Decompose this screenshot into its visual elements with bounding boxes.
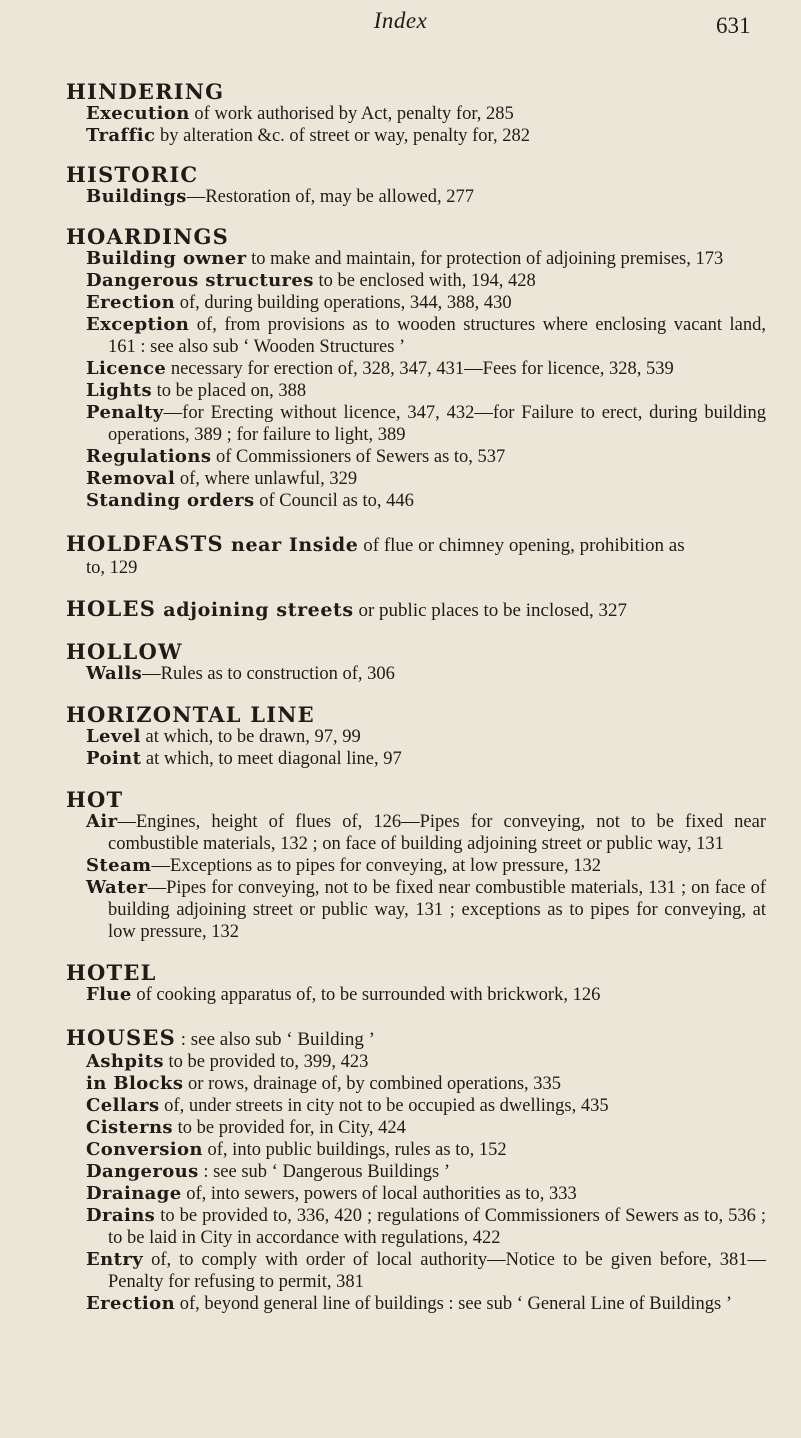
sub-entry-text: at which, to be drawn, 97, 99 bbox=[140, 727, 361, 747]
sub-entry bbox=[86, 855, 766, 877]
sub-entry-text: at which, to meet diagonal line, 97 bbox=[141, 749, 402, 769]
sub-entry-keyword: Drains bbox=[86, 1205, 156, 1226]
sub-entry bbox=[86, 270, 766, 292]
sub-entry-keyword: in Blocks bbox=[86, 1073, 184, 1094]
sub-entry bbox=[86, 186, 766, 208]
index-content bbox=[66, 80, 766, 1315]
entry-heading: HORIZONTAL LINE bbox=[66, 702, 315, 727]
sub-entry bbox=[86, 877, 766, 943]
index-entry-houses bbox=[66, 1026, 766, 1315]
sub-entry bbox=[86, 468, 766, 490]
sub-entry bbox=[86, 1249, 766, 1293]
sub-entry bbox=[86, 1161, 766, 1183]
sub-entry bbox=[86, 402, 766, 446]
sub-entry bbox=[86, 1117, 766, 1139]
sub-entry-keyword: Flue bbox=[86, 984, 132, 1005]
sub-entry-keyword: Penalty bbox=[86, 402, 164, 423]
sub-entry-keyword: Conversion bbox=[86, 1139, 203, 1160]
sub-entry-text: of, to comply with order of local authority—Notice to be given before, 381—Penalty for refusing to permit, 381 bbox=[108, 1250, 766, 1292]
sub-entry-keyword: Steam bbox=[86, 855, 152, 876]
sub-entry-text: —Engines, height of flues of, 126—Pipes for conveying, not to be fixed near combustible materials, 132 ; on face of building adjoining street or public way, 131 bbox=[108, 812, 766, 854]
sub-entry bbox=[86, 490, 766, 512]
index-entry-hotel bbox=[66, 961, 766, 1006]
sub-entry bbox=[86, 292, 766, 314]
sub-entry-keyword: Drainage bbox=[86, 1183, 182, 1204]
sub-entry-keyword: Dangerous bbox=[86, 1161, 199, 1182]
entry-heading-word: HOUSES bbox=[66, 1025, 176, 1050]
sub-entry-text: or rows, drainage of, by combined operations, 335 bbox=[183, 1074, 562, 1094]
index-entry-hollow bbox=[66, 640, 766, 685]
sub-entry-text: of, during building operations, 344, 388, 430 bbox=[175, 293, 512, 313]
sub-entry-keyword: Licence bbox=[86, 358, 167, 379]
sub-entry-text: of cooking apparatus of, to be surrounded with brickwork, 126 bbox=[131, 985, 601, 1005]
running-head: Index bbox=[373, 8, 428, 33]
sub-entry-keyword: Removal bbox=[86, 468, 176, 489]
sub-entry bbox=[86, 380, 766, 402]
sub-entry-text: of, where unlawful, 329 bbox=[175, 469, 358, 489]
sub-entry-text: to be provided to, 336, 420 ; regulations of Commissioners of Sewers as to, 536 ; to be laid in City in accordance with regulations, 422 bbox=[108, 1206, 766, 1248]
sub-entry-keyword: Air bbox=[86, 811, 118, 832]
sub-entry-keyword: Ashpits bbox=[86, 1051, 164, 1072]
index-entry-horizontal-line bbox=[66, 703, 766, 770]
sub-entry bbox=[86, 1205, 766, 1249]
sub-entry-text: of, under streets in city not to be occupied as dwellings, 435 bbox=[159, 1096, 609, 1116]
sub-entry bbox=[86, 663, 766, 685]
sub-entry bbox=[86, 1051, 766, 1073]
sub-entry bbox=[86, 1139, 766, 1161]
sub-entry bbox=[86, 748, 766, 770]
sub-entry-keyword: Point bbox=[86, 748, 142, 769]
entry-heading bbox=[66, 597, 766, 622]
entry-heading-word: HOLES bbox=[66, 596, 157, 621]
sub-entry-text: : see sub ‘ Dangerous Buildings ’ bbox=[198, 1162, 450, 1182]
entry-heading: HOT bbox=[66, 787, 124, 812]
sub-entry-text: —Rules as to construction of, 306 bbox=[142, 664, 395, 684]
sub-entry-text: of, from provisions as to wooden structures where enclosing vacant land, 161 : see also sub ‘ Wooden Structures ’ bbox=[108, 315, 766, 357]
sub-entry-keyword: Building owner bbox=[86, 248, 247, 269]
sub-entry-text: of, into public buildings, rules as to, 152 bbox=[202, 1140, 507, 1160]
sub-entry bbox=[86, 1073, 766, 1095]
sub-entry-keyword: Walls bbox=[86, 663, 143, 684]
sub-entry-keyword: Buildings bbox=[86, 186, 187, 207]
sub-entry bbox=[86, 103, 766, 125]
sub-entry bbox=[86, 1095, 766, 1117]
index-entry-hot bbox=[66, 788, 766, 943]
page-number: 631 bbox=[716, 13, 751, 38]
sub-entry-text: to be provided for, in City, 424 bbox=[172, 1118, 406, 1138]
entry-heading-tail: : see also sub ‘ Building ’ bbox=[176, 1029, 375, 1050]
sub-entry bbox=[86, 984, 766, 1006]
sub-entry-keyword: Standing orders bbox=[86, 490, 255, 511]
entry-heading-keyword: adjoining streets bbox=[156, 599, 354, 621]
sub-entry bbox=[86, 446, 766, 468]
entry-heading bbox=[66, 1026, 766, 1051]
sub-entry-text: necessary for erection of, 328, 347, 431—Fees for licence, 328, 539 bbox=[166, 359, 674, 379]
index-entry-hoardings bbox=[66, 225, 766, 512]
entry-heading-keyword: near Inside bbox=[223, 534, 359, 556]
sub-entry bbox=[86, 1183, 766, 1205]
index-entry-historic bbox=[66, 163, 766, 208]
entry-heading-word: HOLDFASTS bbox=[66, 531, 224, 556]
sub-entry-text: —Restoration of, may be allowed, 277 bbox=[186, 187, 475, 207]
sub-entry bbox=[86, 1293, 766, 1315]
sub-entry-keyword: Water bbox=[86, 877, 148, 898]
sub-entry bbox=[86, 358, 766, 380]
sub-entry bbox=[86, 125, 766, 147]
sub-entry-text: of, beyond general line of buildings : see sub ‘ General Line of Buildings ’ bbox=[175, 1294, 732, 1314]
entry-heading-tail: of flue or chimney opening, prohibition as bbox=[358, 535, 685, 556]
index-entry-hindering bbox=[66, 80, 766, 147]
entry-heading: HOLLOW bbox=[66, 639, 183, 664]
sub-entry-text: by alteration &c. of street or way, penalty for, 282 bbox=[155, 126, 530, 146]
sub-entry-keyword: Entry bbox=[86, 1249, 144, 1270]
sub-entry bbox=[86, 811, 766, 855]
sub-entry-text: to be placed on, 388 bbox=[152, 381, 307, 401]
sub-entry-text: to make and maintain, for protection of adjoining premises, 173 bbox=[246, 249, 724, 269]
sub-entry-text: —Pipes for conveying, not to be fixed near combustible materials, 131 ; on face of building adjoining street or public way, 131 ; exceptions as to pipes for conveying, at low pressure, 132 bbox=[108, 878, 766, 942]
sub-entry-keyword: Cisterns bbox=[86, 1117, 173, 1138]
sub-entry-text: of Council as to, 446 bbox=[254, 491, 414, 511]
sub-entry-keyword: Cellars bbox=[86, 1095, 160, 1116]
sub-entry-text: of, into sewers, powers of local authorities as to, 333 bbox=[181, 1184, 577, 1204]
sub-entry-keyword: Erection bbox=[86, 1293, 176, 1314]
entry-heading: HOTEL bbox=[66, 960, 157, 985]
sub-entry-keyword: Exception bbox=[86, 314, 190, 335]
entry-heading-tail: or public places to be inclosed, 327 bbox=[353, 600, 628, 621]
index-entry-holes bbox=[66, 597, 766, 622]
sub-entry-text: of work authorised by Act, penalty for, 285 bbox=[189, 104, 514, 124]
sub-entry bbox=[86, 248, 766, 270]
sub-entry-keyword: Traffic bbox=[86, 125, 156, 146]
sub-entry-keyword: Execution bbox=[86, 103, 190, 124]
entry-heading bbox=[66, 532, 766, 557]
entry-heading: HINDERING bbox=[66, 79, 225, 104]
entry-heading: HISTORIC bbox=[66, 162, 199, 187]
sub-entry-keyword: Lights bbox=[86, 380, 153, 401]
sub-entry-text: —Exceptions as to pipes for conveying, at low pressure, 132 bbox=[151, 856, 602, 876]
entry-heading-continuation: to, 129 bbox=[86, 558, 138, 578]
sub-entry-keyword: Erection bbox=[86, 292, 176, 313]
sub-entry-text: to be provided to, 399, 423 bbox=[163, 1052, 369, 1072]
sub-entry bbox=[86, 314, 766, 358]
sub-entry-text: of Commissioners of Sewers as to, 537 bbox=[211, 447, 506, 467]
sub-entry-keyword: Dangerous structures bbox=[86, 270, 314, 291]
sub-entry-text: to be enclosed with, 194, 428 bbox=[313, 271, 536, 291]
sub-entry-keyword: Level bbox=[86, 726, 141, 747]
sub-entry-text: —for Erecting without licence, 347, 432—for Failure to erect, during building operations, 389 ; for failure to light, 389 bbox=[108, 403, 766, 445]
sub-entry-keyword: Regulations bbox=[86, 446, 212, 467]
entry-heading: HOARDINGS bbox=[66, 224, 230, 249]
sub-entry bbox=[86, 726, 766, 748]
index-entry-holdfasts bbox=[66, 532, 766, 579]
